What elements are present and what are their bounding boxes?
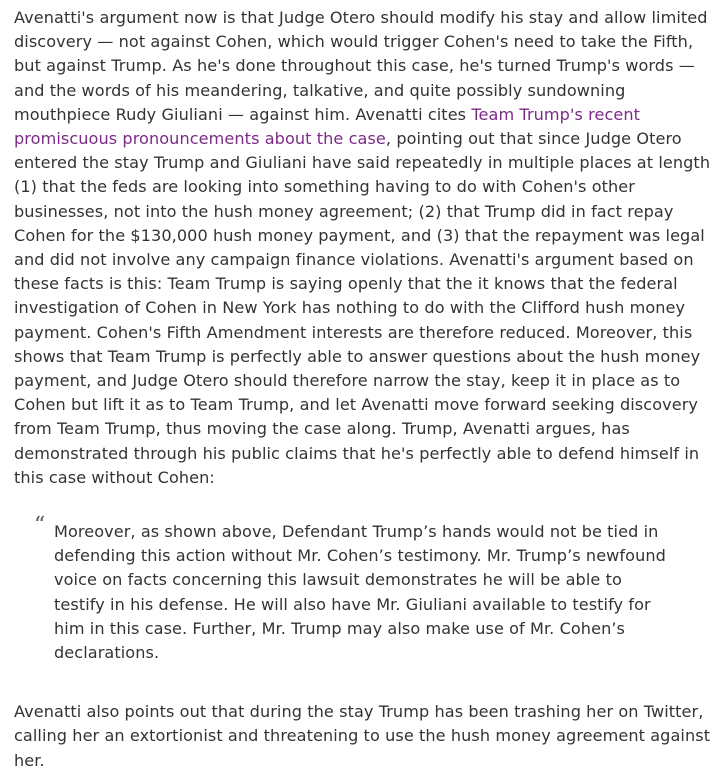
paragraph-argument xyxy=(14,6,716,490)
quote-icon: “ xyxy=(34,513,46,539)
paragraph-text: Avenatti's argument now is that Judge Otero should modify his stay and allow limited discovery — not against Cohen, which would trigger Cohen's need to take the Fifth, but against Trump. As he's done throughout this case, he's turned Trump's words — and the words of his meandering, talkative, and quite possibly sundowning mouthpiece Rudy Giuliani — against him. Avenatti cites xyxy=(14,8,708,124)
paragraph-text: , pointing out that since Judge Otero entered the stay Trump and Giuliani have said repeatedly in multiple places at length (1) that the feds are looking into something having to do with Cohen's other businesses, not into the hush money agreement; (2) that Trump did in fact repay Cohen for the $130,000 hush money payment, and (3) that the repayment was legal and did not involve any campaign finance violations. Avenatti's argument based on these facts is this: Team Trump is saying openly that the it knows that the federal investigation of Cohen in New York has nothing to do with the Clifford hush money payment. Cohen's Fifth Amendment interests are therefore reduced. Moreover, this shows that Team Trump is perfectly able to answer questions about the hush money payment, and Judge Otero should therefore narrow the stay, keep it in place as to Cohen but lift it as to Team Trump, and let Avenatti move forward seeking discovery from Team Trump, thus moving the case along. Trump, Avenatti argues, has demonstrated through his public claims that he's perfectly able to defend himself in this case without Cohen: xyxy=(14,129,711,487)
quote-text: Moreover, as shown above, Defendant Trump’s hands would not be tied in defending this action without Mr. Cohen’s testimony. Mr. Trump’s newfound voice on facts concerning this lawsuit demonstrates he will be able to testify in his defense. He will also have Mr. Giuliani available to testify for him in this case. Further, Mr. Trump may also make use of Mr. Cohen’s declarations. xyxy=(54,522,666,663)
paragraph-twitter: Avenatti also points out that during the stay Trump has been trashing her on Twitter, calling her an extortionist and threatening to use the hush money agreement against her. xyxy=(14,702,711,770)
blockquote xyxy=(34,513,694,665)
team-trump-pronouncements-link[interactable]: Team Trump's recent promiscuous pronouncements about the case xyxy=(14,104,641,149)
